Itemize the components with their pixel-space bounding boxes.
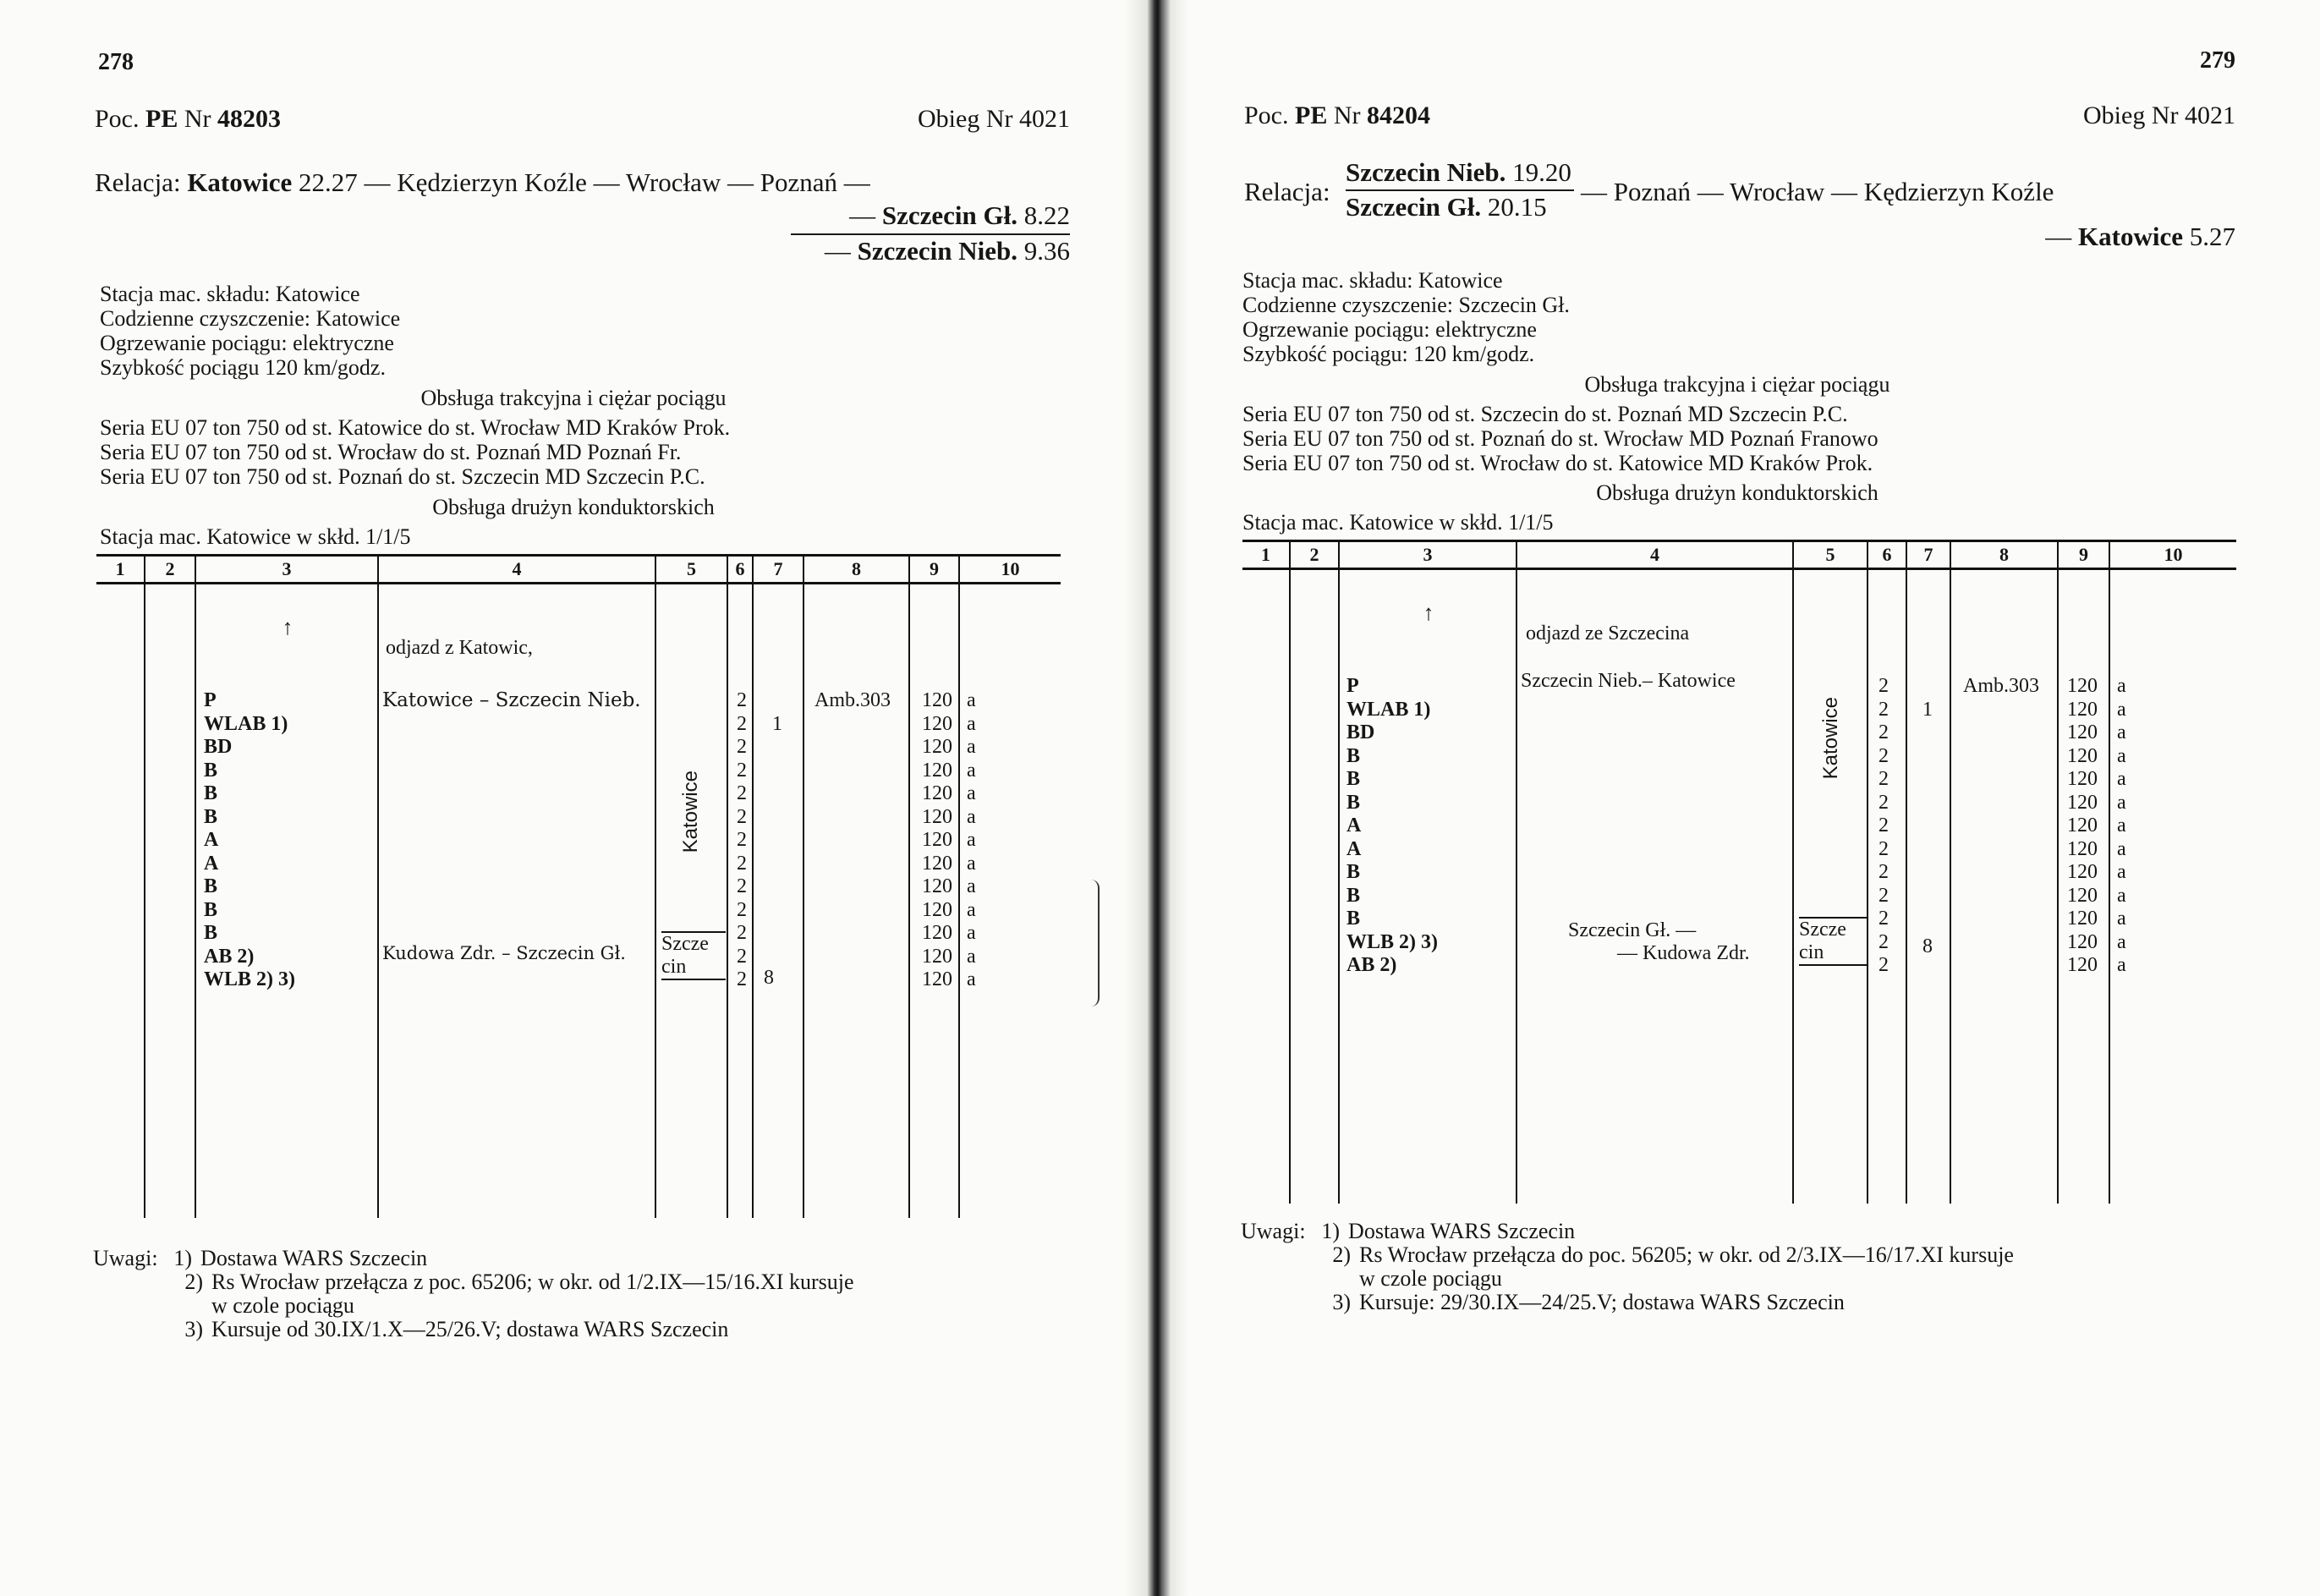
route-2-end: — Kudowa Zdr. <box>1617 942 1750 964</box>
col-header-8: 8 <box>1950 541 2058 569</box>
route-1: Szczecin Nieb.– Katowice <box>1521 670 1736 692</box>
col-header-3: 3 <box>195 556 378 584</box>
relacja-line: Relacja: Katowice 22.27 — Kędzierzyn Koźle — Wrocław — Poznań — <box>95 167 870 197</box>
col-header-10: 10 <box>2109 541 2236 569</box>
traction-title: Obsługa trakcyjna i ciężar pociągu <box>420 386 727 410</box>
col-header-1: 1 <box>96 556 145 584</box>
col-header-10: 10 <box>959 556 1061 584</box>
col-header-2: 2 <box>1290 541 1339 569</box>
relacja-origin-1: Szczecin Nieb. 19.20 <box>1346 157 1571 187</box>
col10-cell <box>2109 569 2236 1204</box>
car-types-list: P WLAB 1) BD B B B A A B B B WLB 2) 3) AB 2) <box>1346 675 1438 976</box>
train-header: Poc. PE Nr 84204 <box>1244 101 1430 129</box>
route-2: Kudowa Zdr. – Szczecin Gł. <box>382 943 626 963</box>
arrow-up-icon: ↑ <box>1423 601 1434 625</box>
col-header-4: 4 <box>378 556 655 584</box>
col-header-2: 2 <box>145 556 195 584</box>
car-types-list: P WLAB 1) BD B B B A A B B B AB 2) WLB 2) 3) <box>204 689 295 990</box>
col9-cell <box>2058 569 2109 1204</box>
col-header-9: 9 <box>909 556 959 584</box>
obieg-number: Obieg Nr 4021 <box>918 105 1070 133</box>
crew-station: Stacja mac. Katowice w skłd. 1/1/5 <box>1242 510 1554 535</box>
table-body-row <box>96 584 1061 1218</box>
table-header-row <box>96 556 1061 584</box>
col-header-3: 3 <box>1339 541 1517 569</box>
relacja-destination: — Katowice 5.27 <box>2045 222 2235 251</box>
traction-title: Obsługa trakcyjna i ciężar pociągu <box>1584 372 1890 397</box>
relacja-via: — Poznań — Wrocław — Kędzierzyn Koźle <box>1581 177 2054 206</box>
col1-cell <box>96 584 145 1218</box>
col-header-7: 7 <box>753 556 803 584</box>
page-number: 279 <box>2200 47 2235 74</box>
relacja-label: Relacja: <box>1244 177 1330 206</box>
relacja-divider <box>791 233 1070 235</box>
route-1: Katowice – Szczecin Nieb. <box>382 689 641 711</box>
notes-section: Uwagi: 1) Dostawa WARS Szczecin 2) Rs Wrocław przełącza z poc. 65206; w okr. od 1/2.IX—15/16.XI kursuje w czole pociągu 3) Kursuje od 30.IX/1.X—25/26.V; dostawa WARS Szczecin <box>93 1246 854 1341</box>
station-szczecin: Szcze cin <box>1799 917 1867 966</box>
col3-cell <box>195 584 378 1218</box>
col-header-4: 4 <box>1517 541 1793 569</box>
traction-list: Seria EU 07 ton 750 od st. Katowice do st. Wrocław MD Kraków Prok. Seria EU 07 ton 750 od st. Wrocław do st. Poznań MD Poznań Fr. Seria EU 07 ton 750 od st. Poznań do st. Szczecin MD Szczecin P.C. <box>100 415 731 489</box>
crew-station: Stacja mac. Katowice w skłd. 1/1/5 <box>100 524 411 549</box>
col9-cell <box>909 584 959 1218</box>
train-number: 48203 <box>217 105 281 133</box>
train-header: Poc. PE Nr 48203 <box>95 105 281 133</box>
station-vertical-label: Katowice <box>679 771 702 853</box>
col-header-5: 5 <box>1793 541 1868 569</box>
col3-cell <box>1339 569 1517 1204</box>
col2-cell <box>1290 569 1339 1204</box>
traction-list: Seria EU 07 ton 750 od st. Szczecin do st. Poznań MD Szczecin P.C. Seria EU 07 ton 750 od st. Poznań do st. Wrocław MD Poznań Franowo Seria EU 07 ton 750 od st. Wrocław do st. Katowice MD Kraków Prok. <box>1242 402 1878 475</box>
col5-cell <box>1793 569 1868 1204</box>
col7-cell <box>753 584 803 1218</box>
station-vertical-label: Katowice <box>1819 697 1842 780</box>
col-header-6: 6 <box>727 556 753 584</box>
col-header-1: 1 <box>1242 541 1290 569</box>
relacja-destination-2: — Szczecin Nieb. 9.36 <box>824 236 1070 266</box>
notes-section: Uwagi: 1) Dostawa WARS Szczecin 2) Rs Wrocław przełącza do poc. 56205; w okr. od 2/3.IX—16/17.XI kursuje w czole pociągu 3) Kursuje: 29/30.IX—24/25.V; dostawa WARS Szczecin <box>1241 1219 2014 1314</box>
flag-list: a a a a a a a a a a a a a <box>2117 675 2126 976</box>
right-page <box>1171 0 2320 1596</box>
col6-cell <box>1868 569 1906 1204</box>
departure-note: odjazd ze Szczecina <box>1526 622 1690 644</box>
col6-cell <box>727 584 753 1218</box>
composition-table <box>1242 540 2236 1204</box>
composition-table <box>96 554 1061 1218</box>
col10-cell <box>959 584 1061 1218</box>
crew-title: Obsługa drużyn konduktorskich <box>1596 480 1878 505</box>
relacja-origin-2: Szczecin Gł. 20.15 <box>1346 192 1547 222</box>
col7-value-1: 1 <box>772 713 782 735</box>
col7-value-8: 8 <box>1922 935 1933 957</box>
relacja-fraction-line <box>1346 189 1574 191</box>
col7-value-8: 8 <box>764 967 774 989</box>
station-szczecin: Szcze cin <box>661 931 726 980</box>
speed-list: 120 120 120 120 120 120 120 120 120 120 120 120 120 <box>922 689 952 990</box>
table-body-row <box>1242 569 2236 1204</box>
obieg-number: Obieg Nr 4021 <box>2083 101 2235 129</box>
col8-cell <box>803 584 909 1218</box>
page-number: 278 <box>98 49 134 75</box>
col2-cell <box>145 584 195 1218</box>
amb-number: Amb.303 <box>814 689 891 711</box>
class-list: 2 2 2 2 2 2 2 2 2 2 2 2 2 <box>737 689 747 990</box>
arrow-up-icon: ↑ <box>282 615 293 639</box>
col-header-8: 8 <box>803 556 909 584</box>
col4-cell <box>378 584 655 1218</box>
relacja-destination-1: — Szczecin Gł. 8.22 <box>849 200 1070 230</box>
col-header-7: 7 <box>1906 541 1950 569</box>
pencil-mark <box>1091 880 1100 1006</box>
col5-cell <box>655 584 727 1218</box>
speed-list: 120 120 120 120 120 120 120 120 120 120 120 120 120 <box>2067 675 2098 976</box>
amb-number: Amb.303 <box>1963 675 2039 697</box>
col8-cell <box>1950 569 2058 1204</box>
table-header-row <box>1242 541 2236 569</box>
col7-cell <box>1906 569 1950 1204</box>
col1-cell <box>1242 569 1290 1204</box>
left-page <box>0 0 1138 1596</box>
route-2-start: Szczecin Gł. — <box>1568 919 1697 941</box>
col-header-9: 9 <box>2058 541 2109 569</box>
class-list: 2 2 2 2 2 2 2 2 2 2 2 2 2 <box>1878 675 1889 976</box>
departure-note: odjazd z Katowic, <box>386 637 533 659</box>
train-info: Stacja mac. składu: Katowice Codzienne czyszczenie: Szczecin Gł. Ogrzewanie pociągu: elektryczne Szybkość pociągu: 120 km/godz. <box>1242 268 1570 366</box>
col-header-5: 5 <box>655 556 727 584</box>
train-info: Stacja mac. składu: Katowice Codzienne czyszczenie: Katowice Ogrzewanie pociągu: elektryczne Szybkość pociągu 120 km/godz. <box>100 282 401 380</box>
flag-list: a a a a a a a a a a a a a <box>967 689 976 990</box>
train-number: 84204 <box>1367 101 1430 129</box>
col7-value-1: 1 <box>1922 699 1933 721</box>
col-header-6: 6 <box>1868 541 1906 569</box>
crew-title: Obsługa drużyn konduktorskich <box>432 495 715 519</box>
col4-cell <box>1517 569 1793 1204</box>
